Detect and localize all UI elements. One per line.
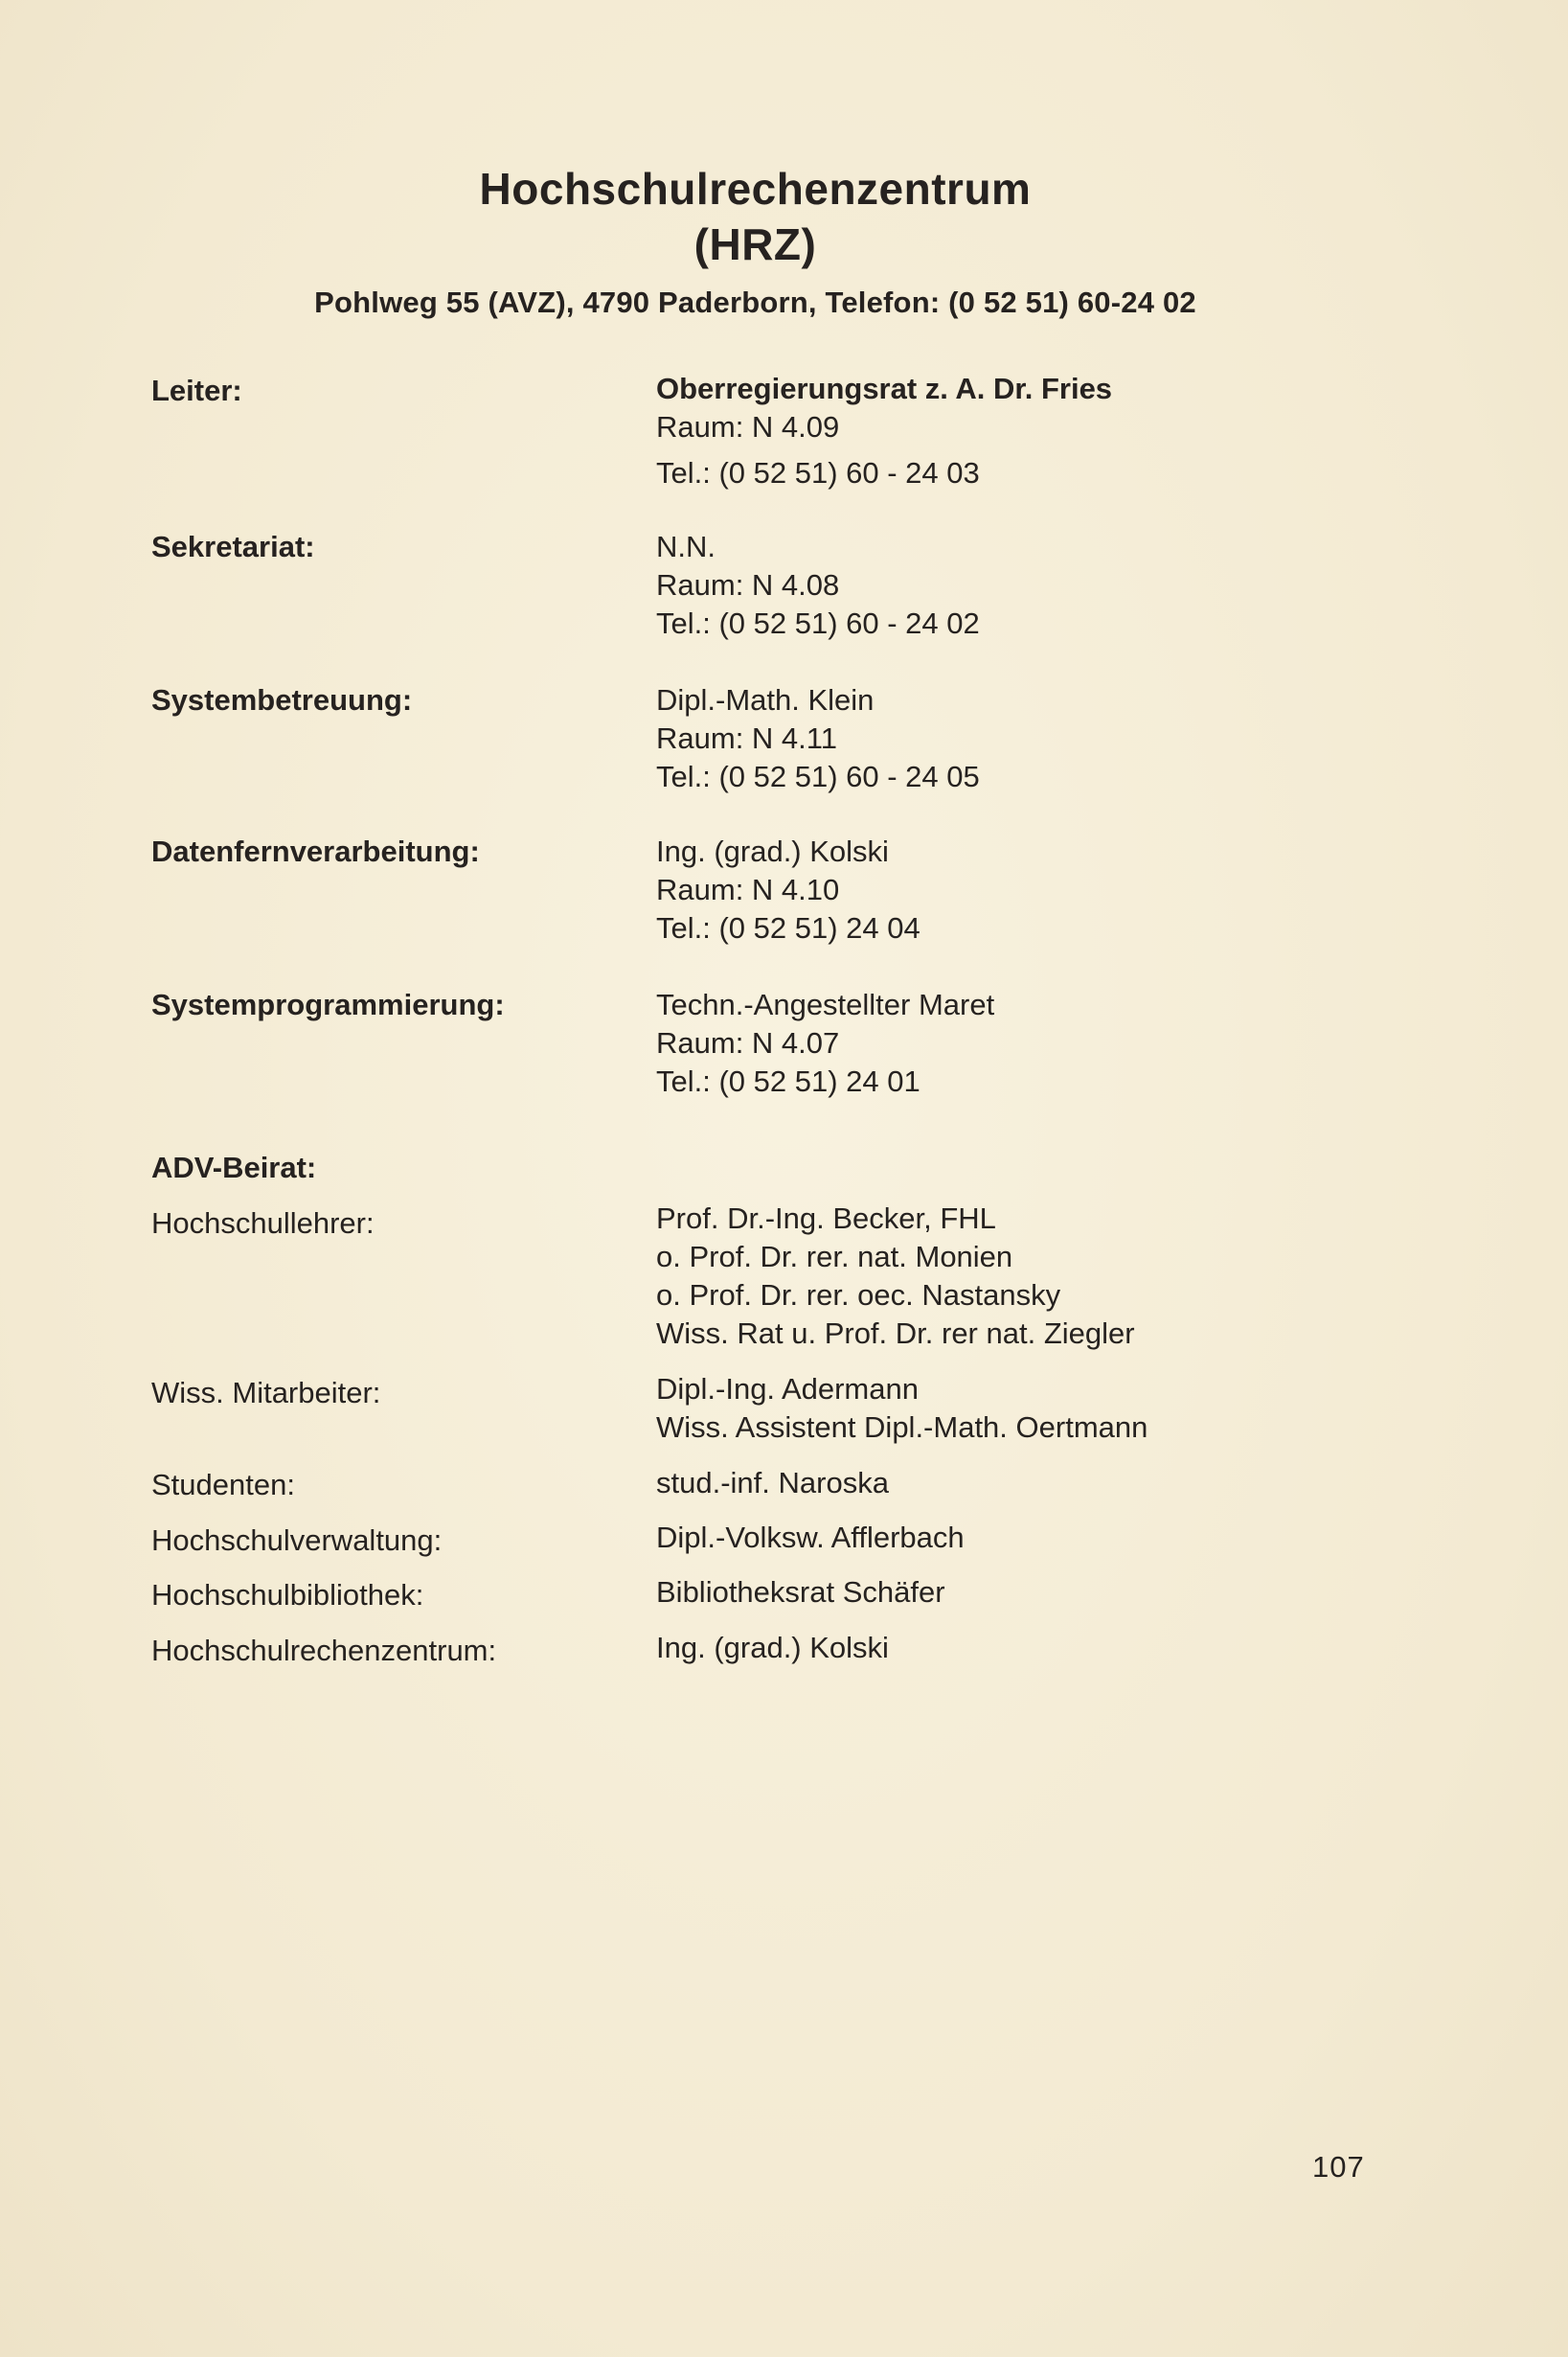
hochschullehrer-member: Wiss. Rat u. Prof. Dr. rer nat. Ziegler <box>656 1316 1135 1350</box>
page-title: Hochschulrechenzentrum <box>479 164 1032 214</box>
adv-beirat-heading: ADV-Beirat: <box>151 1151 317 1184</box>
value-leiter <box>656 370 1112 492</box>
leiter-phone: Tel.: (0 52 51) 60 - 24 03 <box>656 456 980 490</box>
label-hochschulrechenzentrum: Hochschulrechenzentrum: <box>151 1634 497 1667</box>
page-subtitle: (HRZ) <box>693 219 817 269</box>
wiss-mitarbeiter-member: Wiss. Assistent Dipl.-Math. Oertmann <box>656 1410 1148 1444</box>
label-studenten: Studenten: <box>151 1468 295 1501</box>
hochschullehrer-member: o. Prof. Dr. rer. nat. Monien <box>656 1240 1013 1273</box>
value-wiss-mitarbeiter <box>656 1370 1148 1447</box>
systembetreuung-phone: Tel.: (0 52 51) 60 - 24 05 <box>656 760 980 793</box>
sekretariat-phone: Tel.: (0 52 51) 60 - 24 02 <box>656 606 980 640</box>
hochschullehrer-member: Prof. Dr.-Ing. Becker, FHL <box>656 1201 996 1235</box>
value-systembetreuung <box>656 681 980 796</box>
value-datenfernverarbeitung <box>656 833 920 948</box>
leiter-room: Raum: N 4.09 <box>656 410 840 444</box>
hochschulbibliothek-member: Bibliotheksrat Schäfer <box>656 1575 945 1609</box>
value-hochschulbibliothek <box>656 1573 945 1612</box>
sekretariat-room: Raum: N 4.08 <box>656 568 840 602</box>
wiss-mitarbeiter-member: Dipl.-Ing. Adermann <box>656 1372 919 1406</box>
label-leiter: Leiter: <box>151 374 242 407</box>
datenfernverarbeitung-phone: Tel.: (0 52 51) 24 04 <box>656 911 920 945</box>
systembetreuung-name: Dipl.-Math. Klein <box>656 683 875 717</box>
address-line: Pohlweg 55 (AVZ), 4790 Paderborn, Telefon: (0 52 51) 60-24 02 <box>314 286 1196 319</box>
value-hochschullehrer <box>656 1200 1135 1353</box>
datenfernverarbeitung-room: Raum: N 4.10 <box>656 873 840 906</box>
systemprogrammierung-name: Techn.-Angestellter Maret <box>656 988 995 1021</box>
systembetreuung-room: Raum: N 4.11 <box>656 721 837 755</box>
label-systembetreuung: Systembetreuung: <box>151 683 413 717</box>
value-studenten <box>656 1464 889 1502</box>
datenfernverarbeitung-name: Ing. (grad.) Kolski <box>656 835 889 868</box>
studenten-member: stud.-inf. Naroska <box>656 1466 889 1499</box>
leiter-name: Oberregierungsrat z. A. Dr. Fries <box>656 372 1113 405</box>
value-hochschulverwaltung <box>656 1519 965 1557</box>
label-hochschulbibliothek: Hochschulbibliothek: <box>151 1578 424 1612</box>
value-sekretariat <box>656 528 980 643</box>
systemprogrammierung-phone: Tel.: (0 52 51) 24 01 <box>656 1064 920 1098</box>
label-sekretariat: Sekretariat: <box>151 530 315 563</box>
label-systemprogrammierung: Systemprogrammierung: <box>151 988 505 1021</box>
page-number: 107 <box>1312 2150 1365 2184</box>
hochschulverwaltung-member: Dipl.-Volksw. Afflerbach <box>656 1521 965 1554</box>
label-hochschulverwaltung: Hochschulverwaltung: <box>151 1523 443 1557</box>
label-wiss-mitarbeiter: Wiss. Mitarbeiter: <box>151 1376 381 1409</box>
sekretariat-name: N.N. <box>656 530 716 563</box>
hochschulrechenzentrum-member: Ing. (grad.) Kolski <box>656 1631 889 1664</box>
systemprogrammierung-room: Raum: N 4.07 <box>656 1026 840 1060</box>
value-hochschulrechenzentrum <box>656 1629 889 1667</box>
label-hochschullehrer: Hochschullehrer: <box>151 1206 375 1240</box>
label-datenfernverarbeitung: Datenfernverarbeitung: <box>151 835 480 868</box>
hochschullehrer-member: o. Prof. Dr. rer. oec. Nastansky <box>656 1278 1061 1312</box>
value-systemprogrammierung <box>656 986 994 1101</box>
